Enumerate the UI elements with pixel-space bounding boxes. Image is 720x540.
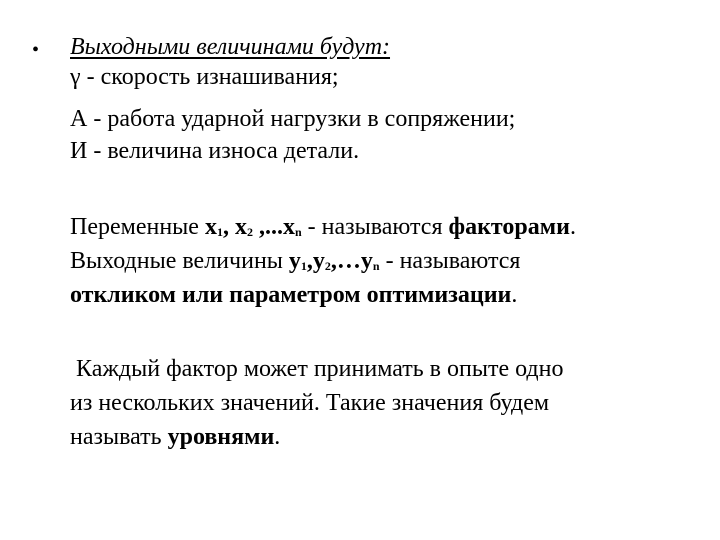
factors-line (70, 212, 576, 247)
levels-paragraph-line-3 (70, 422, 280, 452)
bullet-marker: • (32, 39, 40, 61)
output-item-impact-work: А - работа ударной нагрузки в сопряжении; (70, 106, 516, 132)
variable-x2: x2 (234, 214, 253, 240)
variable-y2: y2 (312, 248, 331, 274)
period: . (569, 214, 576, 240)
separator: , (222, 214, 235, 240)
separator: ,... (252, 214, 283, 240)
period: . (511, 282, 518, 308)
factors-line-middle: - называются (301, 214, 449, 240)
variable-xn: xn (282, 214, 302, 240)
output-item-wear-amount: И - величина износа детали. (70, 138, 360, 164)
responses-line-suffix: - называются (379, 248, 521, 274)
term-response-parameter: откликом или параметром оптимизации (70, 282, 512, 308)
term-factors: факторами (448, 214, 570, 240)
output-item-wear-rate: γ - скорость изнашивания; (70, 64, 339, 90)
responses-line-prefix: Выходные величины (70, 248, 289, 274)
levels-paragraph-line-2: из нескольких значений. Такие значения будем (70, 390, 550, 416)
variable-y1: y1 (288, 248, 307, 274)
responses-line (70, 246, 520, 281)
outputs-heading: Выходными величинами будут: (70, 34, 391, 60)
factors-line-prefix: Переменные (70, 214, 205, 240)
term-levels: уровнями (167, 424, 275, 450)
period: . (274, 424, 281, 450)
variable-yn: yn (360, 248, 380, 274)
levels-paragraph-line-1: Каждый фактор может принимать в опыте одно (70, 356, 564, 382)
responses-term-line (70, 280, 517, 310)
separator: , (306, 248, 313, 274)
levels-paragraph-prefix: называть (70, 424, 168, 450)
separator: ,… (330, 248, 361, 274)
variable-x1: x1 (204, 214, 223, 240)
